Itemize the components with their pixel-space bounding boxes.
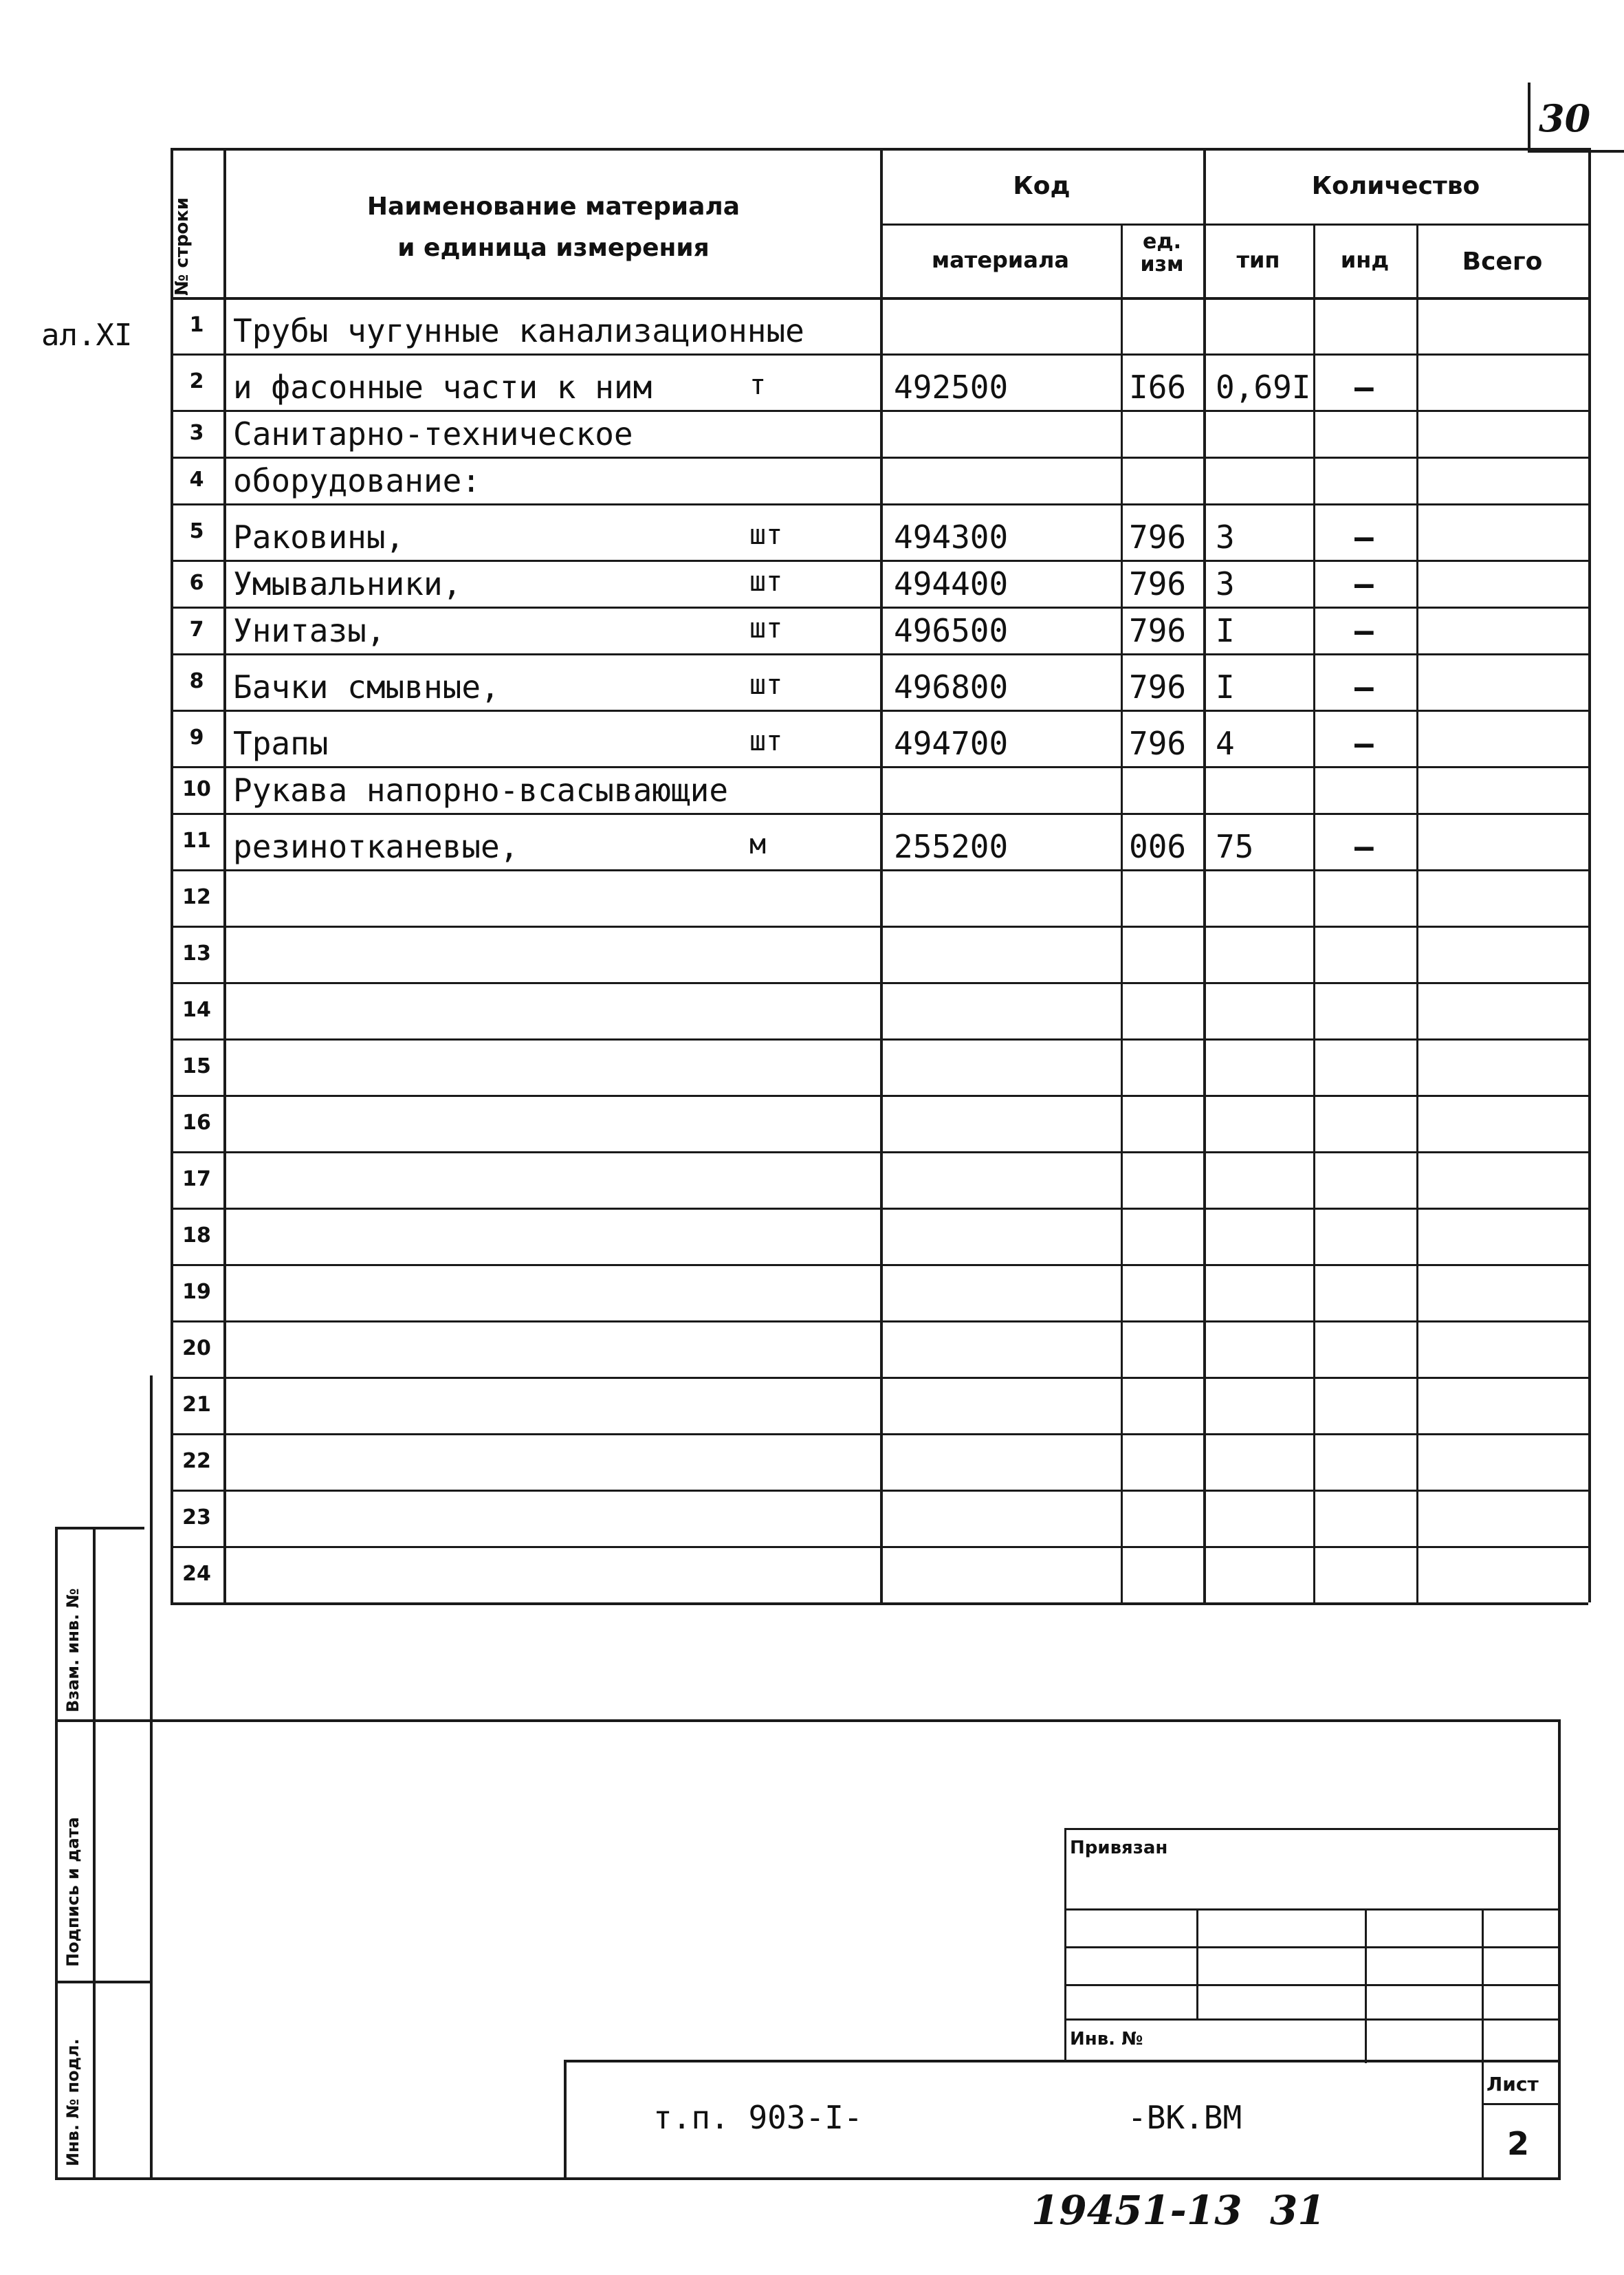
row-code: 494700 [894, 725, 1009, 762]
table-bottom-border [171, 1602, 1588, 1605]
row-separator [171, 710, 1588, 712]
row-type: I [1216, 668, 1235, 706]
row-number: 19 [182, 1280, 211, 1304]
row-unit-code: 796 [1129, 668, 1187, 706]
row-number: 10 [182, 777, 211, 801]
row-unit: шт [749, 566, 783, 598]
tb-doc-code-left: т.п. 903-I- [653, 2099, 863, 2136]
row-name: Санитарно-техническое [233, 415, 633, 453]
row-number: 8 [189, 669, 204, 693]
table-top-border [171, 148, 1588, 151]
header-name-line2: и единица измерения [397, 234, 710, 262]
col-border-type [1203, 148, 1206, 1602]
row-number: 4 [189, 468, 204, 492]
row-ind: – [1354, 828, 1374, 865]
tb-sheet-sep [1482, 2103, 1559, 2105]
row-name: Унитазы, [233, 612, 386, 649]
tb-inv-no-label: Инв. № [1070, 2029, 1143, 2049]
footer-handwritten: 19451-13 31 [1031, 2187, 1326, 2234]
row-unit-code: 796 [1129, 565, 1187, 602]
row-separator [171, 1320, 1588, 1322]
row-number: 17 [182, 1167, 211, 1191]
side-stamp-inv-dup: Взам. инв. № [63, 1588, 83, 1712]
row-ind: – [1354, 612, 1374, 649]
row-name: оборудование: [233, 462, 481, 499]
row-unit-code: 006 [1129, 828, 1187, 865]
row-number: 24 [182, 1562, 211, 1586]
tb-doc-code-right: -ВК.ВМ [1128, 2099, 1242, 2136]
row-number: 3 [189, 421, 204, 445]
row-name: Трапы [233, 725, 329, 762]
row-separator [171, 1208, 1588, 1210]
row-code: 492500 [894, 369, 1009, 406]
tb-main-top [564, 2060, 1559, 2062]
row-separator [171, 353, 1588, 356]
row-separator [171, 653, 1588, 655]
row-separator [171, 1433, 1588, 1435]
tb-main-left [564, 2060, 567, 2180]
row-type: 0,69I [1216, 369, 1311, 406]
row-ind: – [1354, 668, 1374, 706]
row-number: 13 [182, 941, 211, 966]
row-ind: – [1354, 565, 1374, 602]
row-code: 496800 [894, 668, 1009, 706]
col-border-unit [1121, 224, 1123, 1602]
frame-right [1558, 1719, 1561, 2180]
side-stamp-sep-1 [55, 1527, 144, 1530]
col-border-code [880, 148, 883, 1602]
tb-v3 [1482, 1908, 1484, 2180]
frame-left [150, 1375, 153, 2180]
row-separator [171, 766, 1588, 768]
tb-sheet-number: 2 [1507, 2125, 1530, 2162]
row-number: 1 [189, 313, 204, 337]
row-name: Рукава напорно-всасывающие [233, 772, 729, 809]
row-type: I [1216, 612, 1235, 649]
header-name-line1: Наименование материала [366, 193, 740, 221]
row-code: 494400 [894, 565, 1009, 602]
side-stamp-sep-2 [55, 1719, 153, 1722]
tb-v2 [1365, 1908, 1367, 2063]
row-name: Трубы чугунные канализационные [233, 312, 804, 349]
header-code-material: материала [932, 247, 1069, 273]
tb-left [1064, 1828, 1066, 2062]
row-name: Раковины, [233, 519, 405, 556]
tb-h4 [1064, 2018, 1559, 2021]
side-stamp-inv-orig: Инв. № подл. [63, 2038, 83, 2166]
header-bottom-border [171, 297, 1588, 300]
header-qty-type: тип [1236, 247, 1280, 273]
col-border-left [171, 148, 173, 1602]
row-code: 255200 [894, 828, 1009, 865]
row-number: 11 [182, 829, 211, 853]
row-number: 23 [182, 1505, 211, 1530]
row-number: 21 [182, 1393, 211, 1417]
side-stamp-sep-3 [55, 1981, 153, 1983]
row-separator [171, 607, 1588, 609]
row-separator [171, 1377, 1588, 1379]
row-type: 3 [1216, 519, 1235, 556]
row-separator [171, 1546, 1588, 1548]
tb-v1 [1196, 1908, 1198, 2018]
frame-mid [150, 1719, 1561, 1722]
row-number: 6 [189, 571, 204, 595]
header-code-group: Код [1013, 172, 1071, 200]
row-type: 4 [1216, 725, 1235, 762]
row-ind: – [1354, 369, 1374, 406]
row-separator [171, 982, 1588, 984]
header-qty-total: Всего [1462, 248, 1543, 276]
row-separator [171, 410, 1588, 412]
row-number: 16 [182, 1111, 211, 1135]
row-number: 5 [189, 519, 204, 543]
margin-note: ал.XI [41, 318, 133, 353]
row-unit-code: I66 [1129, 369, 1187, 406]
row-separator [171, 457, 1588, 459]
page-number: 30 [1539, 96, 1591, 140]
row-separator [171, 1264, 1588, 1266]
tb-top [1064, 1828, 1559, 1830]
row-unit: м [749, 829, 767, 860]
row-number: 22 [182, 1449, 211, 1473]
col-border-name [223, 148, 226, 1602]
row-ind: – [1354, 519, 1374, 556]
tb-h2 [1064, 1946, 1559, 1948]
row-unit-code: 796 [1129, 725, 1187, 762]
row-name: Умывальники, [233, 565, 462, 602]
page-number-rule [1528, 83, 1530, 151]
header-code-unit: ед. изм [1140, 230, 1184, 276]
row-unit: шт [749, 613, 783, 644]
row-type: 3 [1216, 565, 1235, 602]
tb-h1 [1064, 1908, 1559, 1911]
row-ind: – [1354, 725, 1374, 762]
row-type: 75 [1216, 828, 1254, 865]
row-number: 14 [182, 998, 211, 1022]
tb-bound-label: Привязан [1070, 1838, 1168, 1858]
row-number: 2 [189, 369, 204, 393]
col-border-sum [1416, 224, 1418, 1602]
col-border-ind [1313, 224, 1315, 1602]
row-unit: шт [749, 669, 783, 701]
side-stamp-divider [93, 1527, 96, 2180]
row-code: 496500 [894, 612, 1009, 649]
row-number: 12 [182, 885, 211, 909]
row-separator [171, 1095, 1588, 1097]
row-unit: шт [749, 726, 783, 757]
row-unit-code: 796 [1129, 612, 1187, 649]
row-separator [171, 560, 1588, 562]
tb-h3 [1064, 1984, 1559, 1986]
side-stamp-border [55, 1527, 58, 2180]
row-separator [171, 926, 1588, 928]
side-stamp-sign-date: Подпись и дата [63, 1817, 83, 1967]
row-unit: т [749, 369, 767, 401]
row-separator [171, 1490, 1588, 1492]
header-qty-ind: инд [1340, 247, 1390, 273]
frame-bottom [55, 2177, 1561, 2180]
header-mid-border [880, 224, 1588, 226]
row-separator [171, 1151, 1588, 1153]
header-row-number: № строки [172, 197, 193, 296]
row-number: 9 [189, 726, 204, 750]
row-name: и фасонные части к ним [233, 369, 652, 406]
row-name: резинотканевые, [233, 828, 519, 865]
row-separator [171, 1038, 1588, 1041]
row-unit-code: 796 [1129, 519, 1187, 556]
row-separator [171, 813, 1588, 815]
row-number: 7 [189, 618, 204, 642]
header-qty-group: Количество [1311, 172, 1480, 200]
row-code: 494300 [894, 519, 1009, 556]
row-number: 15 [182, 1054, 211, 1078]
col-border-total [1588, 148, 1591, 1602]
row-name: Бачки смывные, [233, 668, 500, 706]
tb-sheet-label: Лист [1486, 2073, 1539, 2096]
row-separator [171, 869, 1588, 871]
row-unit: шт [749, 519, 783, 551]
row-number: 18 [182, 1223, 211, 1248]
row-number: 20 [182, 1336, 211, 1360]
row-separator [171, 503, 1588, 505]
